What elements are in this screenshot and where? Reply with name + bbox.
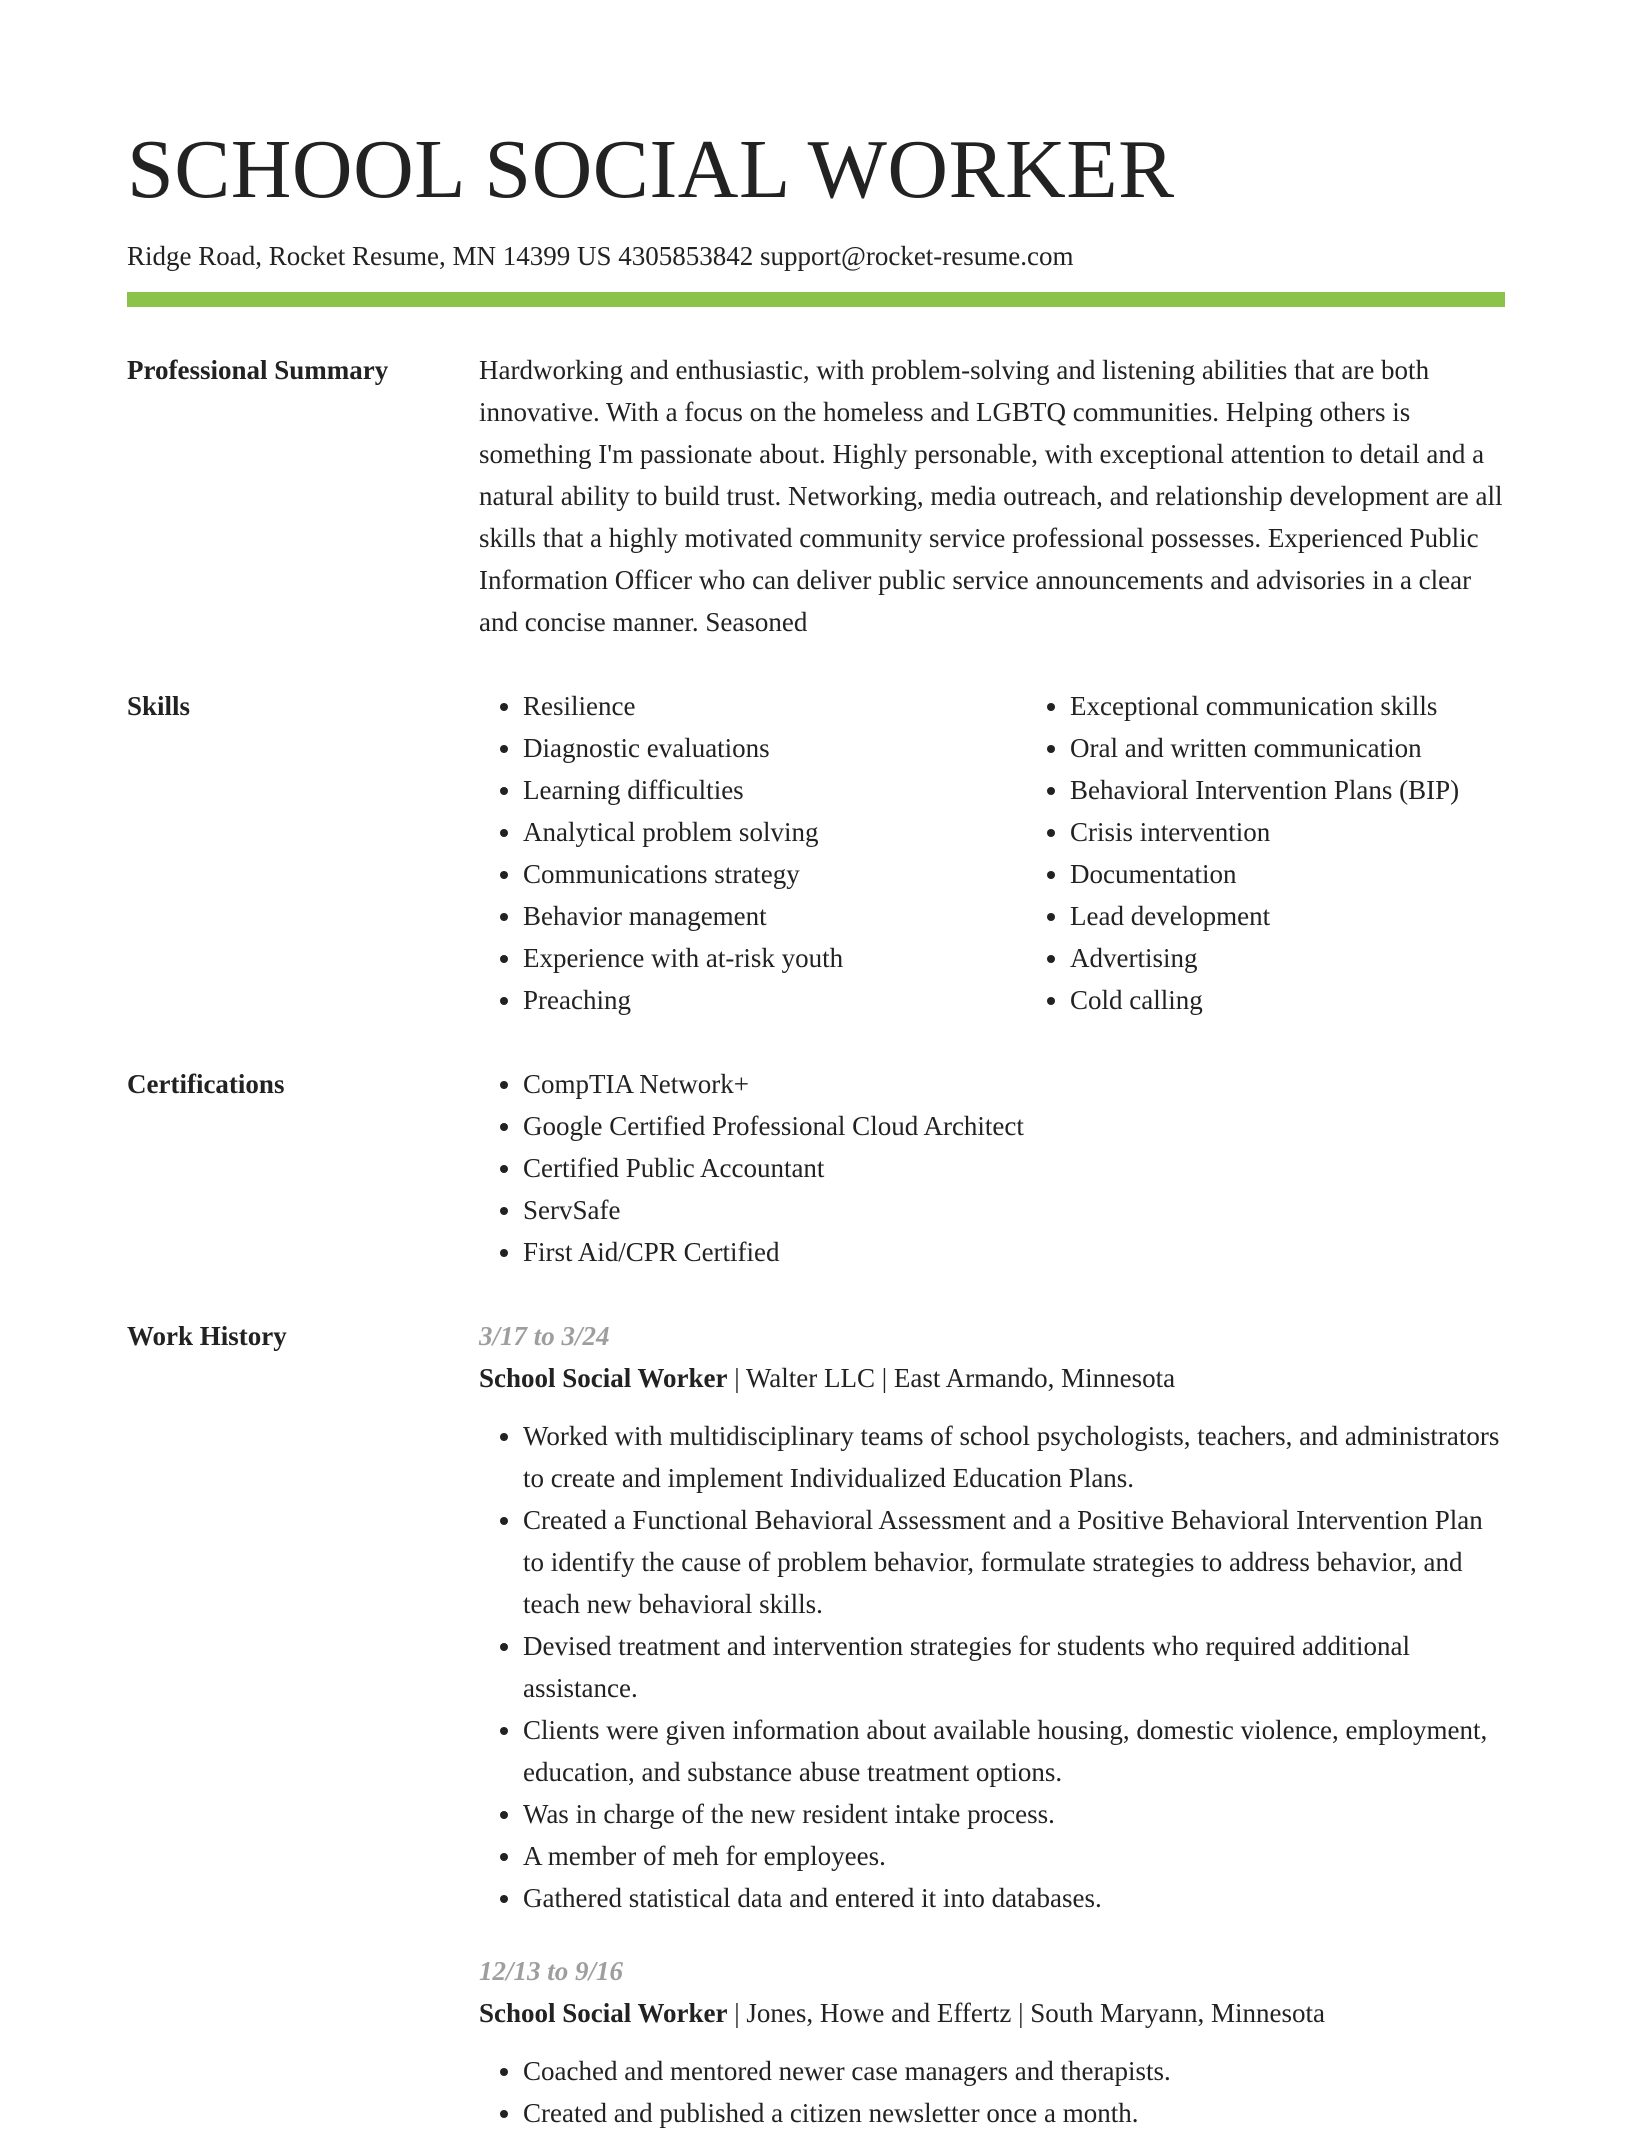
contact-line [127, 238, 1505, 274]
skills-list-left [479, 685, 1026, 1021]
work-history-section [127, 1322, 1505, 2134]
skill-item: • Lead development [1070, 895, 1505, 937]
summary-section [127, 356, 1505, 643]
job-bullets [479, 1415, 1505, 1919]
job-bullet: • Gathered statistical data and entered it into databases. [523, 1877, 1505, 1919]
job-bullet: • Devised treatment and intervention strategies for students who required additional assistance. [523, 1625, 1505, 1709]
skill-item: • Advertising [1070, 937, 1505, 979]
skill-item: • Analytical problem solving [523, 811, 1026, 853]
skill-item: • Communications strategy [523, 853, 1026, 895]
job-entry [479, 1950, 1505, 2134]
job-bullet: • Coached and mentored newer case managers and therapists. [523, 2050, 1505, 2092]
skills-body [479, 685, 1505, 1021]
certification-item: • Google Certified Professional Cloud Architect [523, 1105, 1505, 1147]
skill-item: • Cold calling [1070, 979, 1505, 1021]
job-bullets [479, 2050, 1505, 2134]
job-dates: 3/17 to 3/24 [479, 1321, 610, 1351]
job-entry [479, 1315, 1505, 1919]
skills-heading: Skills [127, 691, 191, 721]
job-title-line [479, 1992, 1505, 2034]
job-bullet: • Worked with multidisciplinary teams of school psychologists, teachers, and administrators to create and implement Individualized Education Plans. [523, 1415, 1505, 1499]
job-title: School Social Worker [479, 1998, 728, 2028]
job-dates: 12/13 to 9/16 [479, 1956, 624, 1986]
skills-section [127, 692, 1505, 1021]
job-bullet: • Was in charge of the new resident intake process. [523, 1793, 1505, 1835]
certifications-section [127, 1070, 1505, 1273]
job-company-location: | Jones, Howe and Effertz | South Maryann, Minnesota [727, 1998, 1325, 2028]
contact-email: support@rocket-resume.com [759, 241, 1074, 271]
job-bullet: • Created and published a citizen newsletter once a month. [523, 2092, 1505, 2134]
job-bullet: • Created a Functional Behavioral Assessment and a Positive Behavioral Intervention Plan to identify the cause of problem behavior, formulate strategies to address behavior, and teach new behavioral skills. [523, 1499, 1505, 1625]
skills-columns [479, 685, 1505, 1021]
skill-item: • Diagnostic evaluations [523, 727, 1026, 769]
certification-item: • CompTIA Network+ [523, 1063, 1505, 1105]
contact-phone: 4305853842 [618, 241, 754, 271]
skill-item: • Preaching [523, 979, 1026, 1021]
job-title-line [479, 1357, 1505, 1399]
certification-item: • First Aid/CPR Certified [523, 1231, 1505, 1273]
skill-item: • Crisis intervention [1070, 811, 1505, 853]
resume-name: SCHOOL SOCIAL WORKER [127, 123, 1175, 216]
job-bullet: • Clients were given information about available housing, domestic violence, employment, education, and substance abuse treatment options. [523, 1709, 1505, 1793]
certifications-heading: Certifications [127, 1069, 285, 1099]
skill-item: • Behavioral Intervention Plans (BIP) [1070, 769, 1505, 811]
summary-heading: Professional Summary [127, 355, 389, 385]
skills-list-right [1026, 685, 1505, 1021]
certifications-body [479, 1063, 1505, 1273]
skill-item: • Exceptional communication skills [1070, 685, 1505, 727]
work-history-heading: Work History [127, 1321, 287, 1351]
skill-item: • Resilience [523, 685, 1026, 727]
contact-address: Ridge Road, Rocket Resume, MN 14399 US [127, 241, 612, 271]
certifications-list [479, 1063, 1505, 1273]
job-title: School Social Worker [479, 1363, 728, 1393]
job-bullet: • A member of meh for employees. [523, 1835, 1505, 1877]
certification-item: • Certified Public Accountant [523, 1147, 1505, 1189]
skill-item: • Oral and written communication [1070, 727, 1505, 769]
skill-item: • Documentation [1070, 853, 1505, 895]
job-company-location: | Walter LLC | East Armando, Minnesota [727, 1363, 1176, 1393]
certification-item: • ServSafe [523, 1189, 1505, 1231]
skill-item: • Experience with at-risk youth [523, 937, 1026, 979]
skill-item: • Learning difficulties [523, 769, 1026, 811]
summary-body [479, 349, 1505, 643]
accent-divider [127, 292, 1505, 307]
skill-item: • Behavior management [523, 895, 1026, 937]
summary-text: Hardworking and enthusiastic, with problem-solving and listening abilities that are both innovative. With a focus on the homeless and LGBTQ communities. Helping others is something I'm passionate about. Highly personable, with exceptional attention to detail and a natural ability to build trust. Networking, media outreach, and relationship development are all skills that a highly motivated community service professional possesses. Experienced Public Information Officer who can deliver public service announcements and advisories in a clear and concise manner. Seasoned [479, 355, 1503, 637]
work-history-body [479, 1315, 1505, 2134]
